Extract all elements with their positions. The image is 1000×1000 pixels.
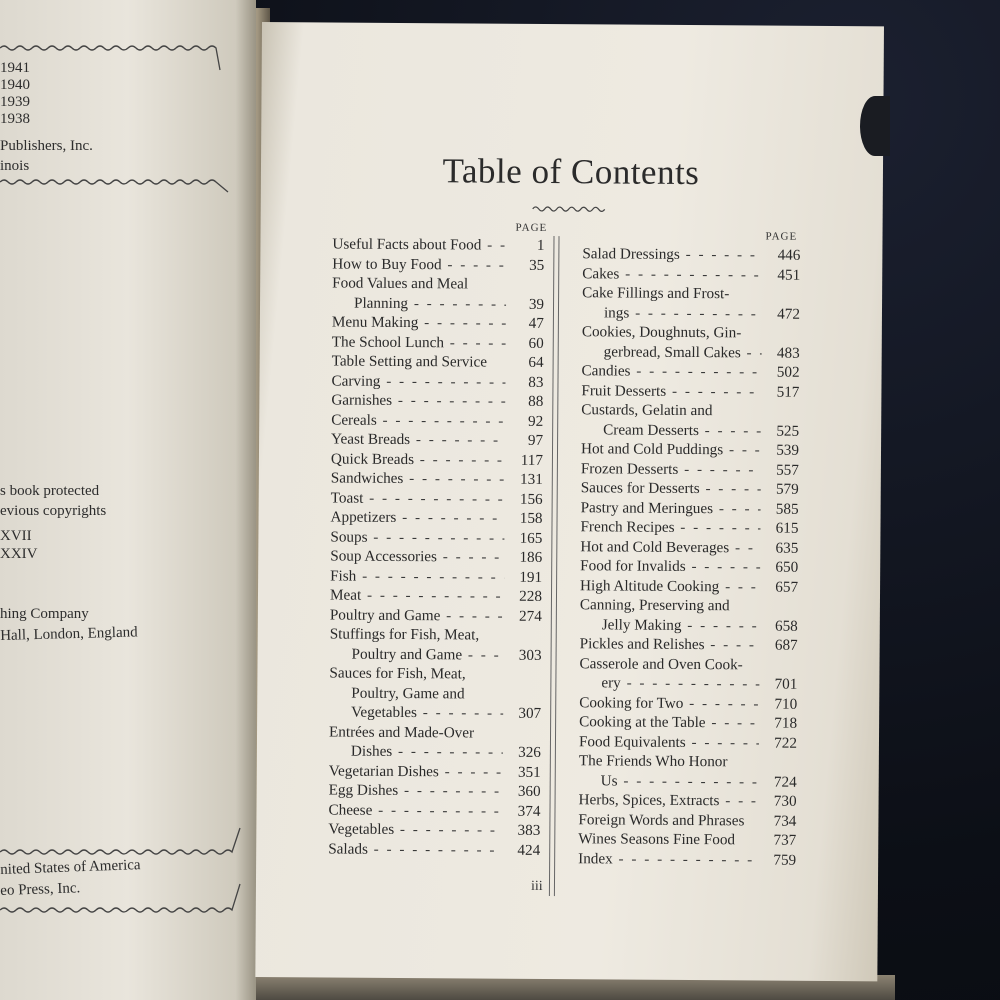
toc-entry-page: 724: [773, 773, 797, 791]
toc-entry-title: Index - - -: [578, 849, 758, 870]
roman-numeral-line: XXIV: [0, 546, 38, 562]
bottom-squiggle-rule-lower: [0, 878, 256, 918]
toc-entry: [578, 829, 796, 850]
toc-right-column: [578, 244, 800, 870]
toc-entry-title: Wines Seasons Fine Food: [578, 830, 736, 849]
toc-entry-title: Pastry and Meringues - - -: [581, 498, 761, 519]
toc-entry-title: Garnishes - - -: [331, 390, 505, 411]
toc-entry: [331, 468, 543, 489]
toc-entry-title-line: Entrées and Made-Over: [328, 722, 475, 741]
toc-entry-title: Soups - - -: [330, 527, 504, 548]
year-line: 1938: [0, 111, 30, 127]
toc-entry-title: Vegetables - - -: [329, 702, 503, 723]
year-line: 1939: [0, 94, 30, 110]
toc-entry-title: Hot and Cold Beverages - - -: [580, 537, 760, 558]
toc-entry: [331, 429, 543, 450]
toc-entry-title: How to Buy Food - - -: [332, 254, 506, 275]
toc-entry: [579, 693, 797, 714]
toc-entry: [579, 790, 797, 811]
toc-entry: [329, 761, 541, 782]
toc-entry: [330, 507, 542, 528]
toc-entry-page: 64: [528, 353, 544, 371]
toc-entry-page: 383: [517, 821, 541, 839]
toc-entry-page: 687: [774, 636, 798, 654]
toc-entry-page: 730: [773, 792, 797, 810]
toc-entry-title: Quick Breads - - -: [331, 449, 505, 470]
toc-entry-title-line: Cookies, Doughnuts, Gin-: [581, 323, 742, 342]
toc-entry-page: 585: [775, 500, 799, 518]
toc-entry: [332, 234, 544, 255]
toc-entry-title: Carving - - -: [331, 371, 505, 392]
toc-entry-title: Fish - - -: [330, 566, 504, 587]
toc-entry: [582, 244, 800, 265]
toc-entry-title: ings - - -: [582, 303, 762, 324]
toc-entry: [330, 585, 542, 606]
toc-entry-title: Planning - - -: [332, 293, 506, 314]
toc-entry-page: 525: [776, 422, 800, 440]
toc-entry-title: Cooking for Two - - -: [579, 693, 759, 714]
company-line: hing Company: [0, 606, 89, 622]
toc-entry-title: Sandwiches - - -: [331, 468, 505, 489]
toc-entry-page: 274: [519, 607, 542, 625]
toc-entry: [332, 254, 544, 275]
toc-entry: [580, 556, 798, 577]
print-line: nited States of America: [0, 857, 141, 878]
toc-entry-title: Us - - -: [579, 771, 759, 792]
toc-entry: [582, 264, 800, 285]
toc-entry-page: 60: [528, 334, 544, 352]
toc-entry-title: Cakes - - -: [582, 264, 762, 285]
toc-entry-page: 710: [774, 695, 798, 713]
toc-entry: [328, 800, 540, 821]
toc-entry-page: 635: [775, 539, 799, 557]
toc-entry-title: Jelly Making - - -: [580, 615, 760, 636]
year-line: 1941: [0, 60, 30, 76]
toc-entry: [581, 459, 799, 480]
year-line: 1940: [0, 77, 30, 93]
toc-entry-title: Foreign Words and Phrases: [578, 810, 745, 829]
toc-entry: [580, 576, 798, 597]
toc-entry-page: 228: [519, 587, 543, 605]
toc-entry: [579, 712, 797, 733]
middle-squiggle-rule: [0, 176, 256, 206]
toc-entry-page: 517: [776, 383, 800, 401]
toc-entry: [581, 478, 799, 499]
toc-entry-title: Toast - - -: [331, 488, 505, 509]
toc-entry-page: 351: [517, 763, 541, 781]
toc-entry-page: 650: [775, 558, 799, 576]
toc-entry-title: Table Setting and Service: [331, 352, 488, 371]
toc-entry: [330, 546, 542, 567]
toc-entry-page: 307: [518, 704, 542, 722]
left-page: [0, 0, 256, 1000]
toc-entry-page: 451: [777, 266, 801, 284]
toc-entry-title: Hot and Cold Puddings - - -: [581, 439, 761, 460]
toc-entry-page: 156: [519, 490, 543, 508]
toc-entry: [331, 371, 543, 392]
toc-entry-title-line: Poultry, Game and: [351, 684, 465, 702]
toc-entry-title: Food for Invalids - - -: [580, 556, 760, 577]
toc-entry-page: 47: [528, 314, 544, 332]
toc-entry-page: 701: [774, 675, 798, 693]
toc-entry: [579, 732, 797, 753]
toc-entry: [580, 615, 798, 636]
top-squiggle-rule: [0, 40, 256, 80]
toc-entry-page: 191: [519, 568, 543, 586]
toc-entry: [579, 673, 797, 694]
toc-entry-title: Salads - - -: [328, 839, 502, 860]
toc-entry-title-line: Canning, Preserving and: [579, 596, 730, 615]
toc-entry-page: 734: [773, 812, 797, 830]
toc-entry: [579, 771, 797, 792]
toc-entry-title: Sauces for Desserts - - -: [581, 478, 761, 499]
toc-entry: [580, 634, 798, 655]
toc-entry-title: Cooking at the Table - - -: [579, 712, 759, 733]
toc-entry-title: Frozen Desserts - - -: [581, 459, 761, 480]
toc-entry: [331, 390, 543, 411]
print-line: eo Press, Inc.: [0, 880, 81, 899]
toc-entry-page: 657: [775, 578, 799, 596]
toc-entry-title: Candies - - -: [582, 361, 762, 382]
toc-entry-page: 759: [773, 851, 797, 869]
toc-entry: [580, 537, 798, 558]
right-column-page-header: PAGE: [765, 230, 798, 243]
toc-entry: [330, 605, 542, 626]
toc-entry: [582, 361, 800, 382]
column-divider: [549, 236, 560, 896]
toc-entry: [582, 303, 800, 324]
toc-entry-page: 722: [774, 734, 798, 752]
toc-entry-page: 737: [773, 831, 797, 849]
toc-entry: [328, 839, 540, 860]
toc-entry: [329, 702, 541, 723]
right-page: [255, 22, 884, 981]
toc-entry-page: 39: [528, 295, 545, 313]
toc-left-column: [328, 234, 544, 859]
toc-entry: [332, 332, 544, 353]
toc-entry-title: ery - - -: [579, 673, 759, 694]
toc-entry-title-line: Sauces for Fish, Meat,: [329, 664, 466, 683]
thumb-index-notch: [860, 96, 890, 156]
toc-entry-title: French Recipes - - -: [580, 517, 760, 538]
toc-entry-page: 326: [518, 743, 541, 761]
toc-entry-page: 615: [775, 519, 799, 537]
toc-entry-page: 718: [774, 714, 798, 732]
toc-entry-title: Vegetarian Dishes - - -: [329, 761, 503, 782]
toc-entry-page: 165: [519, 529, 543, 547]
toc-entry: [328, 819, 540, 840]
toc-entry: [331, 449, 543, 470]
title-squiggle-rule: [531, 202, 611, 217]
copyright-line: evious copyrights: [0, 503, 107, 519]
toc-entry-title-line: Food Values and Meal: [332, 274, 469, 293]
toc-entry: [580, 517, 798, 538]
toc-entry: [332, 351, 544, 372]
toc-entry-page: 539: [776, 441, 800, 459]
roman-numeral-line: XVII: [0, 528, 32, 544]
toc-entry-title: Pickles and Relishes - - -: [580, 634, 760, 655]
toc-entry-title: Egg Dishes - - -: [329, 780, 503, 801]
company-line: Hall, London, England: [0, 624, 138, 644]
toc-entry: [578, 849, 796, 870]
bottom-squiggle-rule-upper: [0, 822, 256, 858]
toc-entry: [330, 566, 542, 587]
toc-entry-title-line: The Friends Who Honor: [578, 752, 728, 771]
toc-entry: [581, 439, 799, 460]
toc-entry-title: Appetizers - - -: [330, 507, 504, 528]
toc-entry: [331, 410, 543, 431]
toc-entry-page: 658: [774, 617, 798, 635]
toc-entry-page: 424: [517, 841, 541, 859]
toc-entry: [332, 293, 544, 314]
toc-entry-title-line: Cake Fillings and Frost-: [582, 284, 730, 303]
toc-entry-page: 303: [518, 646, 542, 664]
toc-entry-title: Soup Accessories - - -: [330, 546, 504, 567]
toc-entry: [332, 312, 544, 333]
toc-entry-title: Food Equivalents - - -: [579, 732, 759, 753]
toc-entry-title: Meat - - -: [330, 585, 504, 606]
toc-entry-page: 579: [775, 480, 799, 498]
copyright-line: s book protected: [0, 483, 100, 499]
toc-entry-page: 360: [517, 782, 541, 800]
publisher-line: Publishers, Inc.: [0, 138, 93, 154]
toc-entry-title: Fruit Desserts - - -: [581, 381, 761, 402]
toc-entry-title: Yeast Breads - - -: [331, 429, 505, 450]
toc-entry-page: 502: [776, 363, 800, 381]
toc-entry: [581, 381, 799, 402]
toc-entry-page: 446: [777, 246, 801, 264]
toc-entry-title: Vegetables - - -: [328, 819, 502, 840]
toc-entry-title: gerbread, Small Cakes - - -: [582, 342, 762, 363]
toc-entry: [329, 780, 541, 801]
toc-entry-title: Cream Desserts - - -: [581, 420, 761, 441]
toc-entry-page: 35: [529, 256, 545, 274]
toc-entry-title: Cheese - - -: [328, 800, 502, 821]
toc-entry-page: 92: [527, 412, 544, 430]
toc-entry-page: 97: [527, 431, 544, 449]
toc-entry-title-line: Stuffings for Fish, Meat,: [329, 625, 480, 644]
toc-entry-page: 557: [776, 461, 799, 479]
toc-entry-title-line: Custards, Gelatin and: [581, 401, 713, 420]
toc-entry-page: 483: [776, 344, 800, 362]
toc-entry-title-line: Casserole and Oven Cook-: [579, 654, 743, 673]
toc-entry-page: 186: [519, 548, 543, 566]
toc-entry: [330, 527, 542, 548]
toc-entry: [581, 498, 799, 519]
toc-entry: [578, 810, 796, 831]
toc-entry-title: Menu Making - - -: [332, 312, 506, 333]
toc-entry-page: 158: [519, 509, 543, 527]
toc-entry-title: Useful Facts about Food - - -: [332, 234, 506, 255]
page-title: Table of Contents: [442, 151, 700, 193]
toc-entry-title: Cereals - - -: [331, 410, 505, 431]
toc-entry: [331, 488, 543, 509]
toc-entry-title: Dishes - - -: [329, 741, 503, 762]
toc-entry-title: Poultry and Game - - -: [330, 644, 504, 665]
left-column-page-header: PAGE: [515, 221, 548, 234]
toc-entry-page: 472: [777, 305, 801, 323]
toc-entry-page: 1: [536, 236, 545, 254]
toc-entry: [330, 644, 542, 665]
toc-entry-page: 117: [520, 451, 544, 469]
page-number-folio: iii: [530, 878, 543, 894]
toc-entry-title: The School Lunch - - -: [332, 332, 506, 353]
toc-entry-page: 83: [528, 373, 544, 391]
toc-entry-title: Salad Dressings - - -: [582, 244, 762, 265]
toc-entry-title: Herbs, Spices, Extracts - - -: [579, 790, 759, 811]
toc-entry-page: 131: [519, 470, 543, 488]
toc-entry-title: High Altitude Cooking - - -: [580, 576, 760, 597]
publisher-line: inois: [0, 158, 30, 174]
toc-entry: [581, 420, 799, 441]
toc-entry: [582, 342, 800, 363]
toc-entry: [329, 741, 541, 762]
toc-entry-title: Poultry and Game - - -: [330, 605, 504, 626]
toc-entry-page: 374: [517, 802, 541, 820]
toc-entry-page: 88: [528, 392, 544, 410]
